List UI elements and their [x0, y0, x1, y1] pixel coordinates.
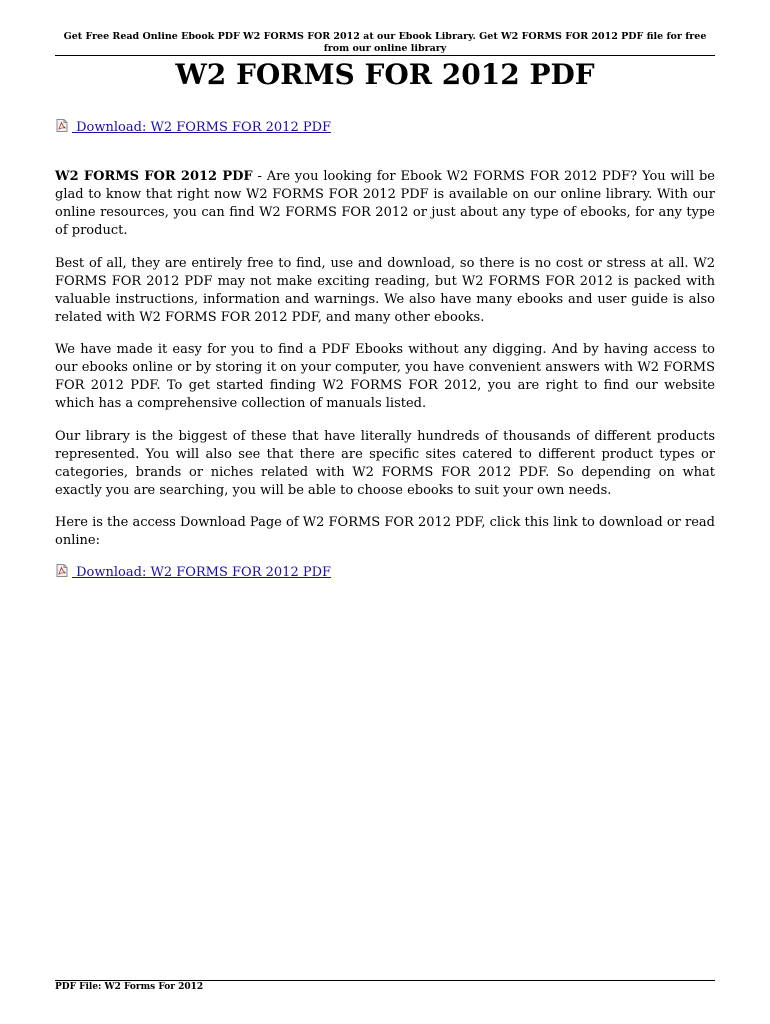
header-divider — [55, 55, 715, 56]
document-page — [55, 0, 715, 1024]
body-paragraph: We have made it easy for you to find a PDF Ebooks without any digging. And by having access to our ebooks online or by storing it on your computer, you have convenient answers with W2 FORMS FOR 2012 PDF. To get started finding W2 FORMS FOR 2012, you are right to find our website which has a comprehensive collection of manuals listed. — [55, 342, 715, 411]
pdf-file-icon — [55, 119, 69, 132]
intro-bold-lead: W2 FORMS FOR 2012 PDF — [55, 169, 253, 184]
body-paragraph: Our library is the biggest of these that have literally hundreds of thousands of different products represented. You will also see that there are specific sites catered to different product types or categories, brands or niches related with W2 FORMS FOR 2012 PDF. So depending on what exactly you are searching, you will be able to choose ebooks to suit your own needs. — [55, 428, 715, 498]
intro-paragraph — [55, 168, 715, 240]
body-paragraph: Here is the access Download Page of W2 FORMS FOR 2012 PDF, click this link to download or read online: — [55, 515, 715, 548]
body-paragraph: Best of all, they are entirely free to find, use and download, so there is no cost or stress at all. W2 FORMS FOR 2012 PDF may not make exciting reading, but W2 FORMS FOR 2012 is packed with valuable instructions, information and warnings. We also have many ebooks and user guide is also related with W2 FORMS FOR 2012 PDF, and many other ebooks. — [55, 255, 715, 325]
header-note: Get Free Read Online Ebook PDF W2 FORMS FOR 2012 at our Ebook Library. Get W2 FORMS FOR 2012 PDF file for free from our online library — [63, 31, 707, 54]
article-body — [55, 168, 715, 565]
download-link-label: Download: W2 FORMS FOR 2012 PDF — [72, 565, 332, 580]
pdf-file-icon — [55, 564, 69, 577]
footer-note: PDF File: W2 Forms For 2012 — [55, 982, 204, 992]
download-link-bottom[interactable] — [55, 564, 331, 581]
download-link-label: Download: W2 FORMS FOR 2012 PDF — [72, 120, 332, 135]
document-title: W2 FORMS FOR 2012 PDF — [175, 58, 595, 91]
intro-text: - Are you looking for Ebook W2 FORMS FOR 2012 PDF? You will be glad to know that right now W2 FORMS FOR 2012 PDF is available on our online library. With our online resources, you can find W2 FORMS FOR 2012 or just about any type of ebooks, for any type of product. — [55, 169, 715, 238]
download-link-top[interactable] — [55, 119, 331, 136]
footer-divider — [55, 980, 715, 981]
